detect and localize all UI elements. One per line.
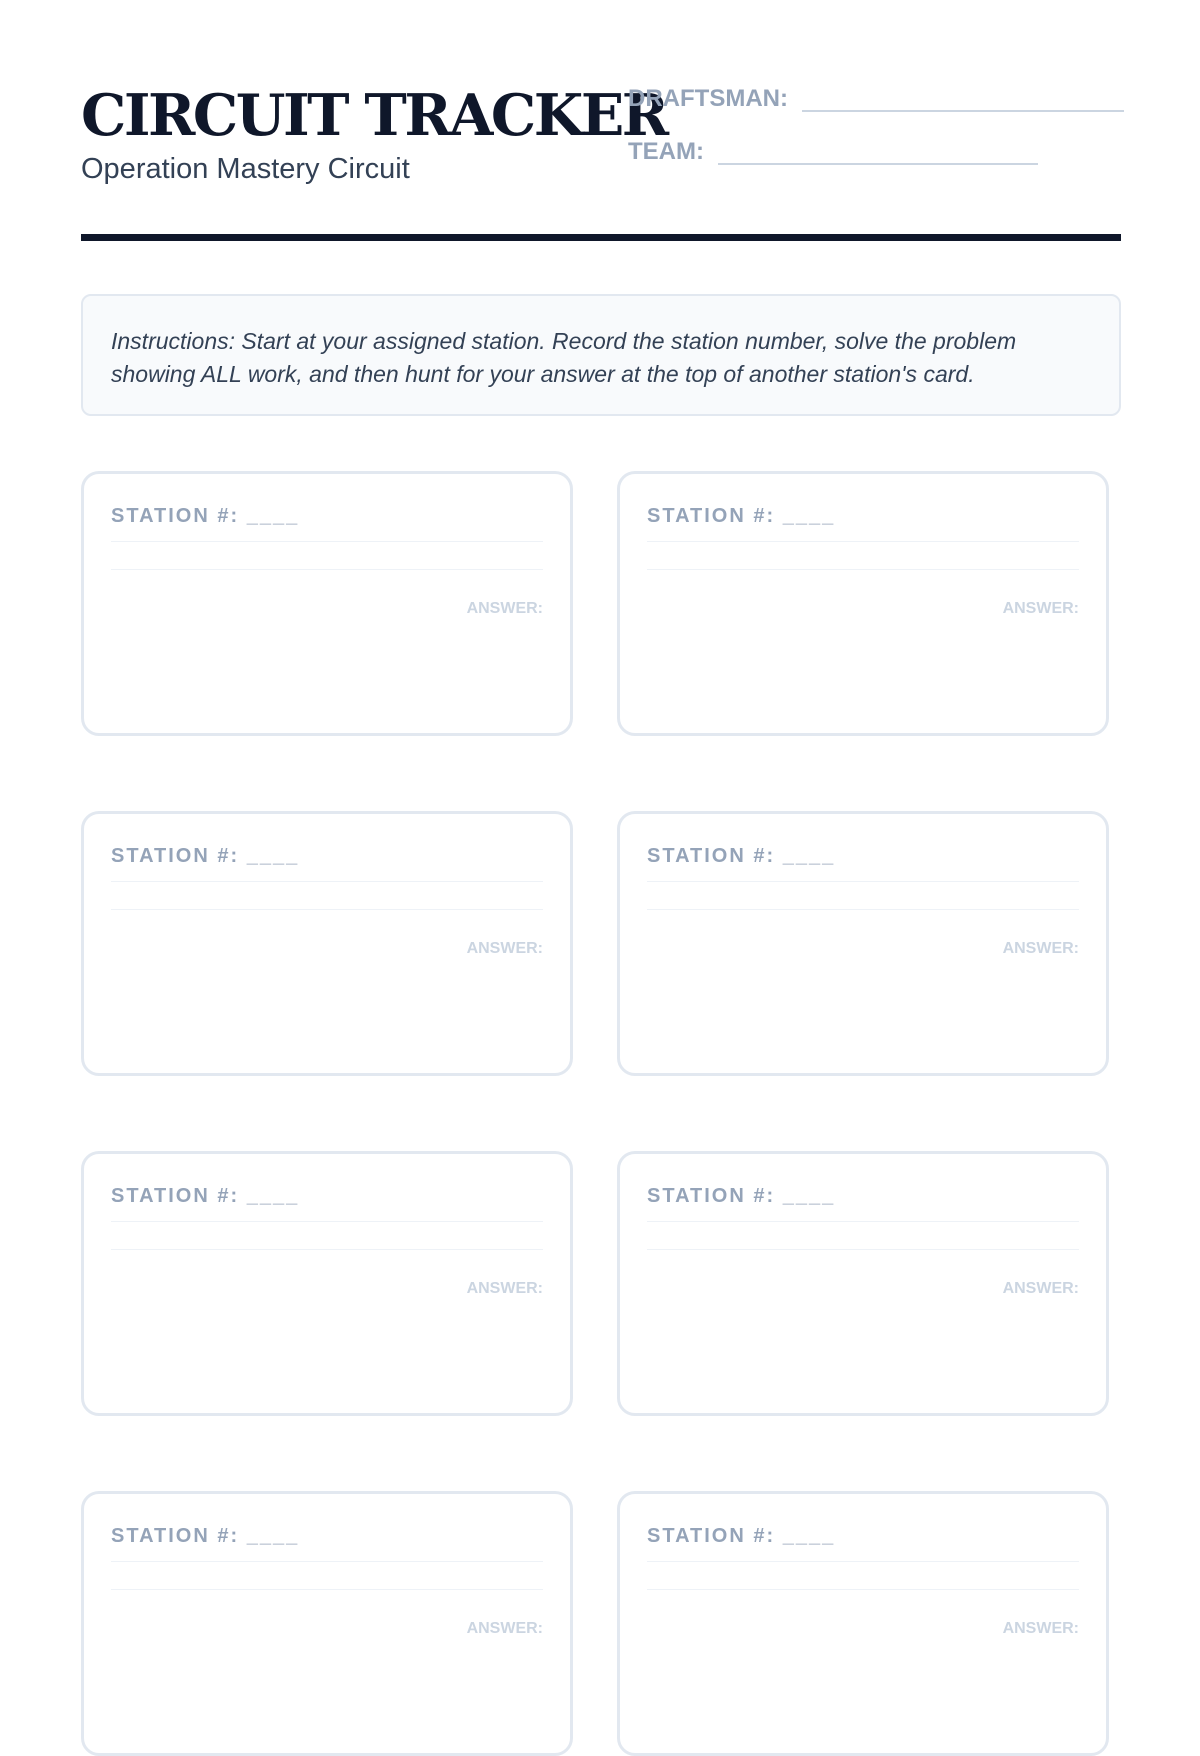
- answer-label: ANSWER:: [1002, 600, 1079, 617]
- team-field: [628, 137, 1038, 167]
- worksheet-page: [81, 0, 1121, 1637]
- page-subtitle: Operation Mastery Circuit: [81, 153, 410, 185]
- station-number-label: STATION #: ____: [111, 845, 300, 867]
- card-divider-line: [111, 1221, 543, 1222]
- station-number-label: STATION #: ____: [647, 1525, 836, 1547]
- team-label: TEAM:: [628, 138, 704, 165]
- card-divider-line: [647, 569, 1079, 570]
- station-card: [617, 811, 1109, 1076]
- card-divider-line: [111, 1249, 543, 1250]
- card-divider-line: [647, 1249, 1079, 1250]
- station-number-label: STATION #: ____: [647, 1185, 836, 1207]
- station-card: [81, 1491, 573, 1756]
- draftsman-write-line: [802, 110, 1124, 112]
- station-number-label: STATION #: ____: [111, 1185, 300, 1207]
- answer-label: ANSWER:: [466, 600, 543, 617]
- station-card: [617, 1151, 1109, 1416]
- station-number-label: STATION #: ____: [111, 1525, 300, 1547]
- answer-label: ANSWER:: [466, 1620, 543, 1637]
- card-divider-line: [111, 541, 543, 542]
- team-write-line: [718, 163, 1038, 165]
- header-divider: [81, 234, 1121, 241]
- answer-label: ANSWER:: [1002, 1280, 1079, 1297]
- card-divider-line: [647, 1589, 1079, 1590]
- card-divider-line: [111, 881, 543, 882]
- worksheet-header: [81, 0, 1121, 240]
- station-number-label: STATION #: ____: [647, 845, 836, 867]
- station-card: [617, 471, 1109, 736]
- card-divider-line: [647, 541, 1079, 542]
- card-divider-line: [111, 909, 543, 910]
- answer-label: ANSWER:: [466, 940, 543, 957]
- station-card: [81, 1151, 573, 1416]
- card-divider-line: [647, 881, 1079, 882]
- page-title: CIRCUIT TRACKER: [81, 82, 667, 149]
- card-divider-line: [111, 1589, 543, 1590]
- card-divider-line: [647, 1221, 1079, 1222]
- station-card: [81, 471, 573, 736]
- answer-label: ANSWER:: [1002, 1620, 1079, 1637]
- card-divider-line: [647, 1561, 1079, 1562]
- draftsman-label: DRAFTSMAN:: [628, 85, 788, 112]
- station-card: [81, 811, 573, 1076]
- card-divider-line: [111, 569, 543, 570]
- answer-label: ANSWER:: [1002, 940, 1079, 957]
- draftsman-field: [628, 84, 1124, 114]
- card-divider-line: [647, 909, 1079, 910]
- instructions-box: Instructions: Start at your assigned station. Record the station number, solve the problem showing ALL work, and then hunt for your answer at the top of another station's card.: [81, 294, 1121, 416]
- card-divider-line: [111, 1561, 543, 1562]
- answer-label: ANSWER:: [466, 1280, 543, 1297]
- station-card: [617, 1491, 1109, 1756]
- station-number-label: STATION #: ____: [647, 505, 836, 527]
- station-number-label: STATION #: ____: [111, 505, 300, 527]
